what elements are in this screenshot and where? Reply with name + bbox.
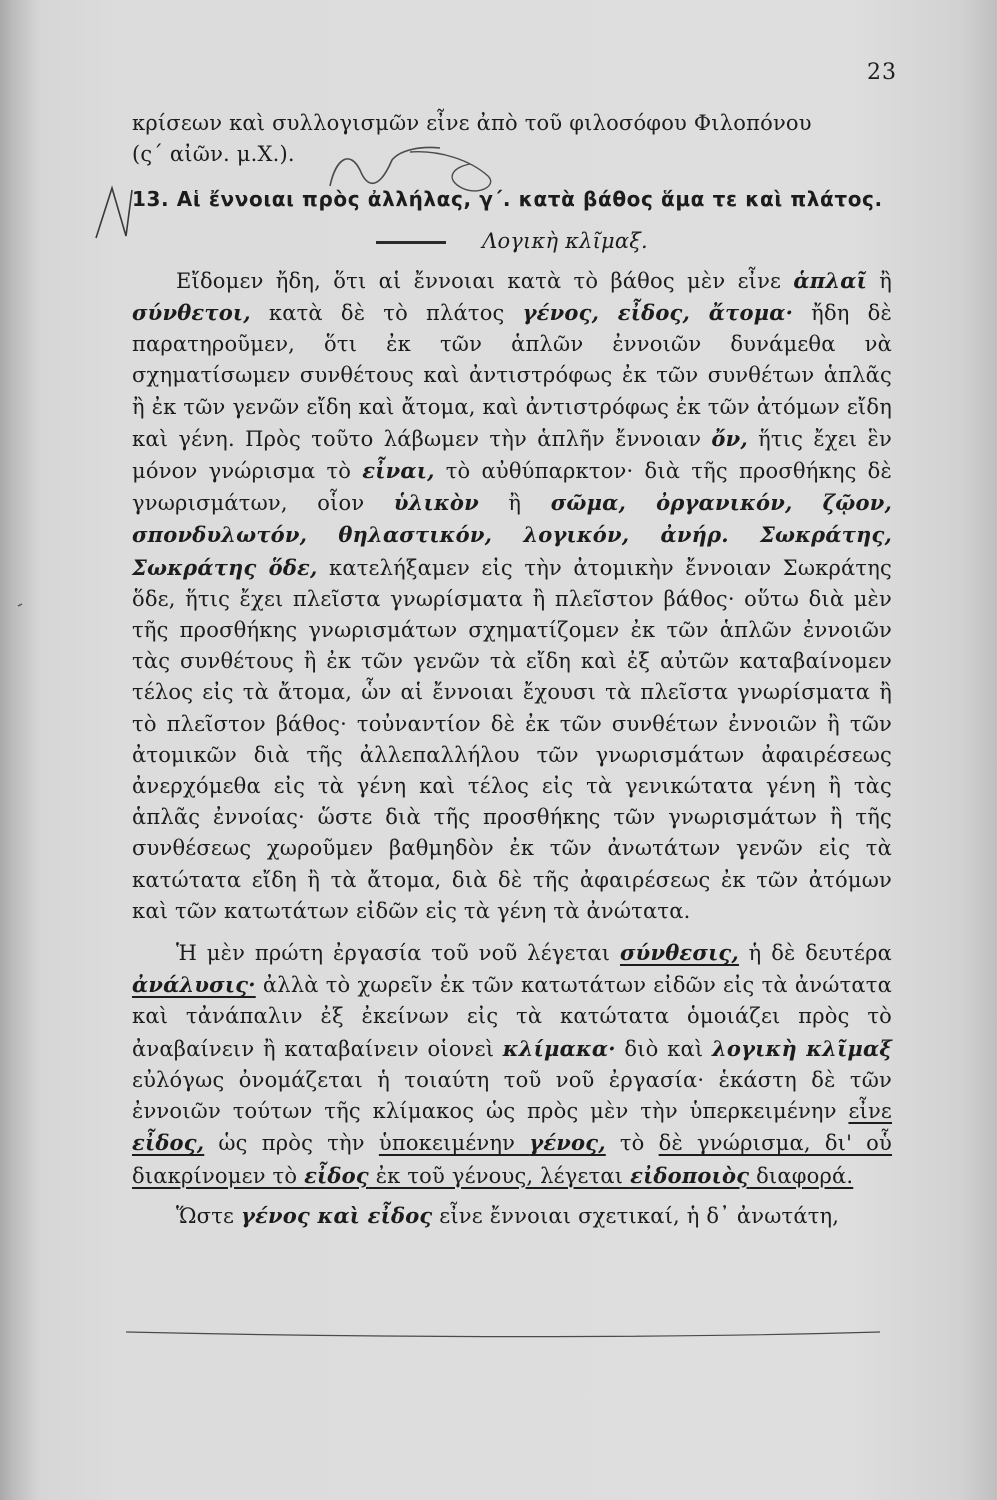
para2-keyword: λογικὴ κλῖμαξ	[711, 1035, 893, 1061]
section-subheading	[132, 226, 892, 257]
handwritten-margin-stroke	[18, 604, 22, 606]
para1-keyword: σύνθετοι,	[132, 300, 251, 326]
para3-text: Ὥστε	[176, 1203, 241, 1228]
para1-keyword: ὑλικὸν	[393, 490, 479, 516]
para2-text: ὡς πρὸς τὴν	[204, 1131, 379, 1156]
underline-separator	[126, 1332, 880, 1337]
para1-text: ἥτις ἔχει ἓν μόνον γνώρισμα τὸ	[132, 426, 892, 484]
para2-keyword: κλίμακα·	[502, 1035, 616, 1061]
para1-keyword: ὄν,	[711, 425, 748, 451]
para1-text: Εἴδομεν ἤδη, ὅτι αἱ ἔννοιαι κατὰ τὸ βάθος μὲν εἶνε	[176, 268, 794, 293]
para2-keyword: εἶδος	[304, 1162, 369, 1188]
para1-keyword: ἁπλαῖ	[793, 267, 867, 293]
handwritten-n-mark	[96, 188, 132, 238]
para2-keyword: σύνθεσις,	[619, 940, 739, 966]
para2-keyword: ἀνάλυσις·	[132, 972, 256, 998]
subheading-text: Λογικὴ κλῖμαξ.	[482, 228, 648, 253]
para2-text: ἀλλὰ τὸ χωρεῖν ἐκ τῶν κατωτάτων εἰδῶν εἰς τὰ ἀνώτατα καὶ τἀνάπαλιν ἐξ ἐκείνων εἰς τὰ κατώτατα ὁμοιάζει πρὸς τὸ ἀναβαίνειν ἢ καταβαίνειν οἱονεὶ	[132, 973, 892, 1061]
page-number: 23	[867, 60, 897, 85]
para2-text: διὸ καὶ	[615, 1036, 712, 1061]
para2-text: Ἡ μὲν πρώτη ἐργασία τοῦ νοῦ λέγεται	[176, 941, 620, 966]
para2-text: ἡ δὲ δευτέρα	[738, 941, 892, 966]
para1-keyword: γένος, εἶδος, ἄτομα·	[522, 300, 794, 326]
para2-underlined: ὑποκειμένην	[378, 1131, 530, 1156]
opening-text-2: (ς΄ αἰῶν. μ.Χ.).	[132, 142, 295, 167]
paragraph-1	[132, 265, 892, 927]
para1-text: ἢ	[478, 491, 551, 516]
opening-text-1: κρίσεων καὶ συλλογισμῶν εἶνε ἀπὸ τοῦ φιλοσόφου Φιλοπόνου	[132, 111, 812, 135]
para2-keyword: εἶδος,	[132, 1130, 205, 1156]
para2-keyword: γένος,	[529, 1130, 606, 1156]
para2-underlined: δὲ γνώρισμα, δι' οὗ διακρίνομεν τὸ	[132, 1131, 892, 1188]
para1-keyword: εἶναι,	[362, 458, 435, 484]
para1-text: ἢ	[866, 268, 892, 293]
para1-text: κατελήξαμεν εἰς τὴν ἀτομικὴν ἔννοιαν Σωκράτης ὅδε, ἥτις ἔχει πλεῖστα γνωρίσματα ἢ πλεῖστον βάθος· οὕτω διὰ μὲν τῆς προσθήκης γνωρισμάτων σχηματίζομεν ἐκ τῶν ἁπλῶν ἐννοιῶν τὰς συνθέτους ἢ ἐκ τῶν γενῶν τὰ εἴδη καὶ ἐξ αὐτῶν καταβαίνομεν τέλος εἰς τὰ ἄτομα, ὧν αἱ ἔννοιαι ἔχουσι τὰ πλεῖστα γνωρίσματα ἢ τὸ πλεῖστον βάθος· τοὐναντίον δὲ ἐκ τῶν συνθέτων ἐννοιῶν ἢ τῶν ἀτομικῶν διὰ τῆς ἀλλεπαλλήλου τῶν γνωρισμάτων ἀφαιρέσεως ἀνερχόμεθα εἰς τὰ γένη καὶ τέλος εἰς τὰ γενικώτατα γένη ἢ τὰς ἁπλᾶς ἐννοίας· ὥστε διὰ τῆς προσθήκης τῶν γνωρισμάτων ἢ τῆς συνθέσεως χωροῦμεν βαθμηδὸν ἐκ τῶν ἀνωτάτων γενῶν εἰς τὰ κατώτατα εἴδη ἢ τὰ ἄτομα, διὰ δὲ τῆς ἀφαιρέσεως ἐκ τῶν ἀτόμων καὶ τῶν κατωτάτων εἰδῶν εἰς τὰ γένη τὰ ἀνώτατα.	[132, 555, 892, 923]
para2-underlined: διαφορά.	[749, 1163, 854, 1188]
para2-text: εὐλόγως ὀνομάζεται ἡ τοιαύτη τοῦ νοῦ ἐργασία· ἑκάστη δὲ τῶν ἐννοιῶν τούτων τῆς κλίμακος ὡς πρὸς μὲν τὴν ὑπερκειμένην	[132, 1067, 892, 1124]
para2-underlined: ἐκ τοῦ γένους, λέγεται	[368, 1163, 631, 1188]
paragraph-3	[132, 1200, 892, 1232]
opening-line-2	[132, 139, 892, 170]
subheading-dash	[376, 241, 446, 244]
section-heading: 13. Αἱ ἔννοιαι πρὸς ἀλλήλας, γ΄. κατὰ βάθος ἅμα τε καὶ πλάτος.	[132, 187, 883, 212]
para1-text: τὸ αὐθύπαρκτον· διὰ τῆς προσθήκης δὲ γνωρισμάτων, οἷον	[132, 459, 892, 516]
para1-text: κατὰ δὲ τὸ πλάτος	[250, 301, 523, 326]
opening-line	[132, 108, 892, 139]
para1-keyword: σῶμα, ὀργανικόν, ζῷον, σπονδυλωτόν, θηλαστικόν, λογικόν, ἀνήρ. Σωκράτης, Σωκράτης ὅδε,	[132, 490, 892, 580]
paragraph-2	[132, 937, 892, 1192]
para2-underlined: εἶνε	[848, 1099, 892, 1124]
para2-text: τὸ	[605, 1131, 659, 1156]
para3-keyword: γένος καὶ εἶδος	[241, 1202, 433, 1228]
para2-keyword: εἰδοποιὸς	[630, 1162, 750, 1188]
main-text	[132, 108, 892, 1232]
para3-text: εἶνε ἔννοιαι σχετικαί, ἡ δ᾽ ἀνωτάτη,	[432, 1203, 840, 1228]
para1-text: ἤδη δὲ παρατηροῦμεν, ὅτι ἐκ τῶν ἁπλῶν ἐννοιῶν δυνάμεθα νὰ σχηματίσωμεν συνθέτους καὶ ἀντιστρόφως ἐκ τῶν συνθέτων ἁπλᾶς ἢ ἐκ τῶν γενῶν εἴδη καὶ ἄτομα, καὶ ἀντιστρόφως ἐκ τῶν ἀτόμων εἴδη καὶ γένη. Πρὸς τοῦτο λάβωμεν τὴν ἁπλῆν ἔννοιαν	[132, 301, 892, 451]
